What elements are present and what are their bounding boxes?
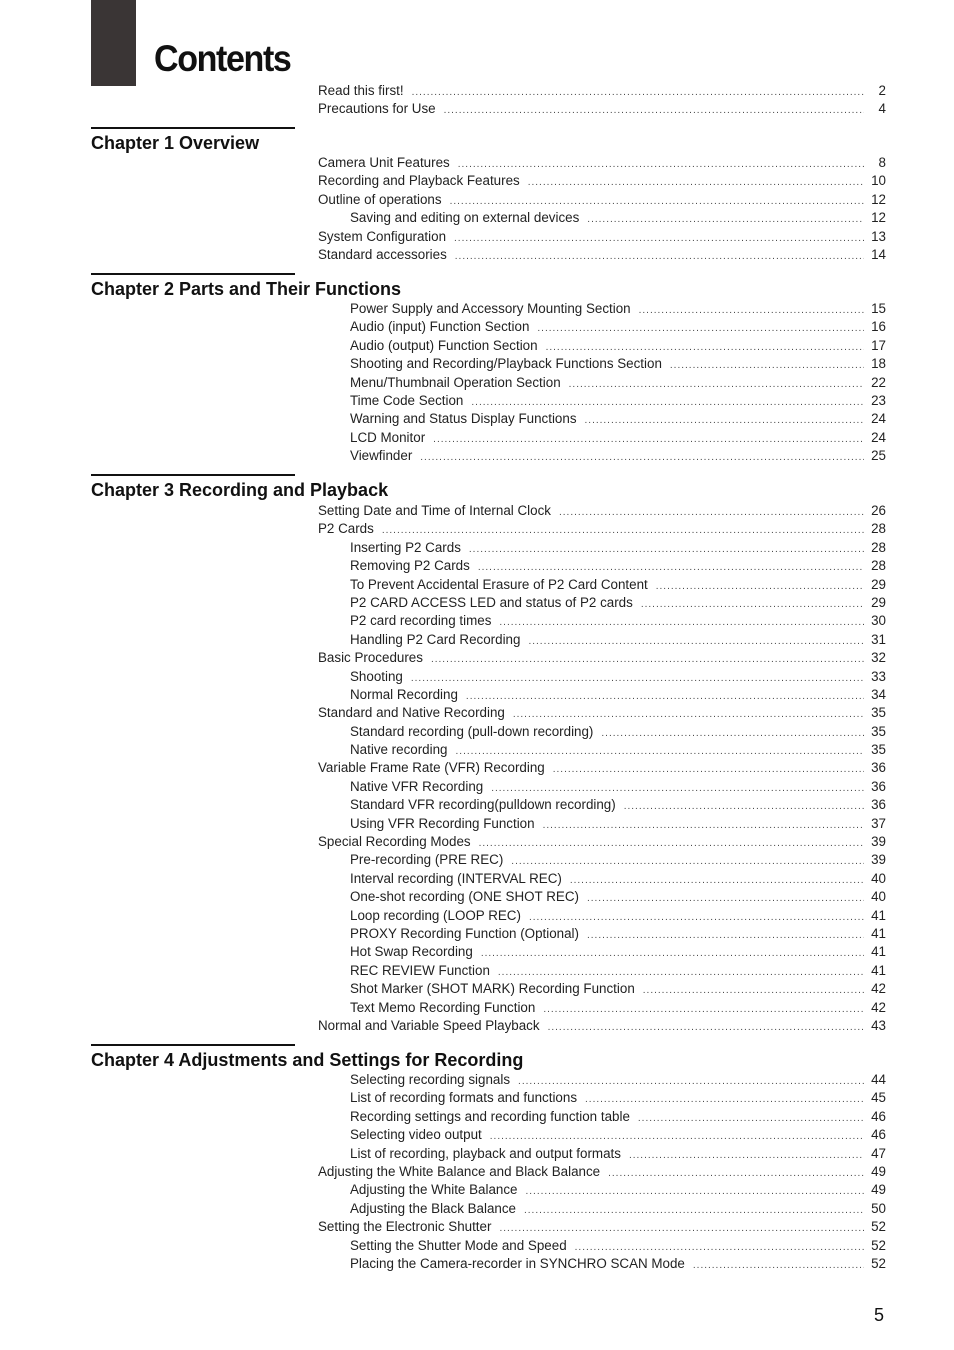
toc-entry-title: Saving and editing on external devices xyxy=(350,210,580,226)
toc-entry-page: 26 xyxy=(871,503,886,518)
toc-entry-page: 35 xyxy=(871,705,886,721)
dot-leader xyxy=(466,691,864,702)
toc-entry[interactable] xyxy=(318,852,886,870)
toc-entry-title: Variable Frame Rate (VFR) Recording xyxy=(318,760,545,776)
toc-entry-title: LCD Monitor xyxy=(350,429,426,445)
chapter-rule xyxy=(91,273,295,275)
toc-entry-page: 40 xyxy=(871,889,886,905)
toc-entry[interactable] xyxy=(318,1201,886,1219)
toc-entry[interactable] xyxy=(318,192,886,210)
toc-entry-title: Camera Unit Features xyxy=(318,155,450,170)
toc-entry-page: 29 xyxy=(871,576,886,592)
toc-entry[interactable] xyxy=(318,540,886,558)
toc-entry[interactable] xyxy=(318,650,886,668)
dot-leader xyxy=(575,1242,864,1253)
toc-entry-page: 2 xyxy=(878,83,886,98)
dot-leader xyxy=(528,636,864,647)
toc-entry-page: 52 xyxy=(871,1219,886,1235)
dot-leader xyxy=(525,1186,864,1197)
dot-leader xyxy=(490,1131,864,1142)
toc-entry-page: 44 xyxy=(871,1072,886,1087)
toc-entry-title: Loop recording (LOOP REC) xyxy=(350,907,521,923)
toc-entry-title: Menu/Thumbnail Operation Section xyxy=(350,374,561,390)
toc-entry-title: Standard accessories xyxy=(318,246,447,262)
dot-leader xyxy=(491,783,864,794)
toc-entry-title: Placing the Camera-recorder in SYNCHRO SCAN Mode xyxy=(350,1255,685,1271)
toc-entry-page: 32 xyxy=(871,650,886,666)
toc-entry-title: Outline of operations xyxy=(318,191,442,207)
toc-entry-page: 16 xyxy=(871,319,886,335)
chapter-4-heading xyxy=(91,1044,523,1071)
dot-leader xyxy=(546,342,864,353)
contents-tab-block xyxy=(91,0,136,86)
toc-entry[interactable] xyxy=(318,411,886,429)
toc-entry[interactable] xyxy=(318,595,886,613)
toc-entry-title: Read this first! xyxy=(318,83,404,98)
chapter-rule xyxy=(91,474,295,476)
toc-entry[interactable] xyxy=(318,908,886,926)
toc-entry[interactable] xyxy=(318,1164,886,1182)
toc-entry[interactable] xyxy=(318,1182,886,1200)
toc-entry[interactable] xyxy=(318,503,886,521)
toc-entry-page: 24 xyxy=(871,411,886,427)
toc-entry-title: Text Memo Recording Function xyxy=(350,999,536,1015)
toc-entry[interactable] xyxy=(318,1018,886,1036)
toc-entry-title: To Prevent Accidental Erasure of P2 Card Content xyxy=(350,576,648,592)
toc-entry[interactable] xyxy=(318,338,886,356)
dot-leader xyxy=(511,856,864,867)
toc-entry[interactable] xyxy=(318,430,886,448)
toc-entry-page: 17 xyxy=(871,337,886,353)
toc-entry-title: Basic Procedures xyxy=(318,650,423,666)
dot-leader xyxy=(553,764,864,775)
toc-entry-title: Native VFR Recording xyxy=(350,778,484,794)
dot-leader xyxy=(585,1094,864,1105)
toc-entry-page: 10 xyxy=(871,173,886,189)
toc-entry[interactable] xyxy=(318,1238,886,1256)
toc-entry-page: 12 xyxy=(871,210,886,226)
toc-entry-page: 50 xyxy=(871,1200,886,1216)
toc-entry-title: Setting Date and Time of Internal Clock xyxy=(318,503,551,518)
toc-entry[interactable] xyxy=(318,724,886,742)
dot-leader xyxy=(559,507,864,518)
chapter-3-entries xyxy=(318,503,886,1036)
toc-entry-page: 22 xyxy=(871,374,886,390)
toc-entry-title: Standard recording (pull-down recording) xyxy=(350,723,594,739)
dot-leader xyxy=(518,1076,864,1087)
toc-entry-page: 45 xyxy=(871,1090,886,1106)
dot-leader xyxy=(638,1113,864,1124)
dot-leader xyxy=(478,562,864,573)
toc-entry-title: Setting the Shutter Mode and Speed xyxy=(350,1237,567,1253)
toc-entry-page: 42 xyxy=(871,999,886,1015)
toc-entry-title: Using VFR Recording Function xyxy=(350,815,535,831)
toc-entry-page: 30 xyxy=(871,613,886,629)
dot-leader xyxy=(431,654,864,665)
toc-entry-page: 47 xyxy=(871,1145,886,1161)
toc-entry-page: 35 xyxy=(871,723,886,739)
dot-leader xyxy=(693,1260,864,1271)
toc-entry[interactable] xyxy=(318,1127,886,1145)
toc-entry-title: Inserting P2 Cards xyxy=(350,539,461,555)
toc-entry-title: Audio (input) Function Section xyxy=(350,319,530,335)
toc-entry-page: 52 xyxy=(871,1255,886,1271)
toc-entry-page: 23 xyxy=(871,392,886,408)
toc-entry[interactable] xyxy=(318,356,886,374)
toc-entry[interactable] xyxy=(318,1146,886,1164)
toc-entry[interactable] xyxy=(318,742,886,760)
toc-entry-page: 39 xyxy=(871,852,886,868)
dot-leader xyxy=(411,673,864,684)
toc-entry[interactable] xyxy=(318,926,886,944)
dot-leader xyxy=(624,801,864,812)
toc-entry[interactable] xyxy=(318,760,886,778)
toc-entry-page: 24 xyxy=(871,429,886,445)
toc-entry[interactable] xyxy=(318,577,886,595)
toc-entry[interactable] xyxy=(318,1090,886,1108)
toc-entry[interactable] xyxy=(318,816,886,834)
dot-leader xyxy=(454,233,864,244)
toc-entry-title: P2 Cards xyxy=(318,521,374,537)
toc-entry-title: Adjusting the White Balance and Black Balance xyxy=(318,1163,601,1179)
toc-entry-page: 41 xyxy=(871,962,886,978)
toc-entry-title: Viewfinder xyxy=(350,448,413,464)
toc-entry-page: 39 xyxy=(871,834,886,850)
toc-entry-title: Time Code Section xyxy=(350,392,464,408)
toc-entry-title: Standard VFR recording(pulldown recording) xyxy=(350,797,616,813)
toc-entry[interactable] xyxy=(318,319,886,337)
dot-leader xyxy=(543,1004,864,1015)
toc-entry-title: Removing P2 Cards xyxy=(350,558,470,574)
toc-entry[interactable] xyxy=(318,613,886,631)
toc-entry[interactable] xyxy=(318,155,886,173)
toc-entry-title: Setting the Electronic Shutter xyxy=(318,1219,492,1235)
toc-entry-page: 36 xyxy=(871,797,886,813)
chapter-title[interactable]: Chapter 1 Overview xyxy=(91,133,260,153)
dot-leader xyxy=(528,177,864,188)
toc-entry-page: 49 xyxy=(871,1163,886,1179)
dot-leader xyxy=(499,1223,864,1234)
chapter-2-entries xyxy=(318,301,886,467)
dot-leader xyxy=(601,728,864,739)
dot-leader xyxy=(543,820,864,831)
toc-entry[interactable] xyxy=(318,871,886,889)
toc-entry-page: 46 xyxy=(871,1108,886,1124)
toc-entry[interactable] xyxy=(318,173,886,191)
toc-entry-title: Adjusting the Black Balance xyxy=(350,1200,516,1216)
toc-entry[interactable] xyxy=(318,687,886,705)
toc-entry-title: Selecting video output xyxy=(350,1127,482,1143)
toc-entry[interactable] xyxy=(318,834,886,852)
toc-entry[interactable] xyxy=(318,963,886,981)
toc-entry-page: 41 xyxy=(871,944,886,960)
dot-leader xyxy=(585,415,864,426)
toc-entry[interactable] xyxy=(318,247,886,265)
toc-entry-title: Interval recording (INTERVAL REC) xyxy=(350,870,562,886)
chapter-1-entries xyxy=(318,155,886,265)
dot-leader xyxy=(456,746,864,757)
toc-entry-title: Recording settings and recording function table xyxy=(350,1108,630,1124)
toc-entry[interactable] xyxy=(318,981,886,999)
dot-leader xyxy=(529,912,864,923)
toc-entry-page: 28 xyxy=(871,521,886,537)
toc-entry[interactable] xyxy=(318,229,886,247)
toc-entry-page: 43 xyxy=(871,1017,886,1033)
toc-entry-page: 31 xyxy=(871,631,886,647)
dot-leader xyxy=(471,397,864,408)
toc-entry-page: 37 xyxy=(871,815,886,831)
toc-entry-title: Normal Recording xyxy=(350,686,458,702)
toc-entry[interactable] xyxy=(318,1219,886,1237)
toc-entry-title: Pre-recording (PRE REC) xyxy=(350,852,504,868)
toc-entry-page: 28 xyxy=(871,539,886,555)
toc-entry[interactable] xyxy=(318,375,886,393)
dot-leader xyxy=(455,251,864,262)
dot-leader xyxy=(587,893,864,904)
dot-leader xyxy=(587,930,864,941)
toc-entry[interactable] xyxy=(318,705,886,723)
toc-entry-page: 15 xyxy=(871,301,886,316)
dot-leader xyxy=(587,214,864,225)
dot-leader xyxy=(643,985,864,996)
toc-entry-title: Precautions for Use xyxy=(318,101,436,117)
dot-leader xyxy=(412,87,864,98)
toc-entry-title: PROXY Recording Function (Optional) xyxy=(350,925,579,941)
toc-entry[interactable] xyxy=(318,944,886,962)
toc-entry-page: 42 xyxy=(871,981,886,997)
toc-entry-title: Shot Marker (SHOT MARK) Recording Function xyxy=(350,981,635,997)
dot-leader xyxy=(513,709,864,720)
dot-leader xyxy=(629,1150,864,1161)
toc-entry-title: Shooting xyxy=(350,668,403,684)
toc-entry-page: 35 xyxy=(871,742,886,758)
toc-entry-page: 28 xyxy=(871,558,886,574)
toc-entry-page: 46 xyxy=(871,1127,886,1143)
toc-entry-title: Selecting recording signals xyxy=(350,1072,511,1087)
toc-entry-title: Warning and Status Display Functions xyxy=(350,411,577,427)
toc-entry-page: 49 xyxy=(871,1182,886,1198)
dot-leader xyxy=(548,1022,864,1033)
toc-entry-title: Audio (output) Function Section xyxy=(350,337,538,353)
toc-entry-title: P2 CARD ACCESS LED and status of P2 cards xyxy=(350,594,633,610)
dot-leader xyxy=(524,1205,864,1216)
chapter-1-heading xyxy=(91,127,295,154)
chapter-title[interactable]: Chapter 3 Recording and Playback xyxy=(91,480,389,500)
dot-leader xyxy=(450,196,864,207)
intro-entries xyxy=(318,83,886,120)
toc-entry-title: Standard and Native Recording xyxy=(318,705,505,721)
toc-entry-title: Hot Swap Recording xyxy=(350,944,473,960)
toc-entry-title: List of recording, playback and output formats xyxy=(350,1145,621,1161)
dot-leader xyxy=(498,967,864,978)
dot-leader xyxy=(481,948,864,959)
dot-leader xyxy=(469,544,864,555)
dot-leader xyxy=(479,838,864,849)
toc-entry-title: P2 card recording times xyxy=(350,613,492,629)
toc-entry[interactable] xyxy=(318,1000,886,1018)
toc-entry-page: 13 xyxy=(871,228,886,244)
page-number: 5 xyxy=(874,1305,885,1325)
toc-entry-page: 36 xyxy=(871,760,886,776)
page-title: Contents xyxy=(154,38,291,79)
dot-leader xyxy=(569,379,864,390)
chapter-title[interactable]: Chapter 2 Parts and Their Functions xyxy=(91,279,402,299)
toc-entry-page: 36 xyxy=(871,778,886,794)
toc-entry-title: Handling P2 Card Recording xyxy=(350,631,521,647)
dot-leader xyxy=(537,323,864,334)
dot-leader xyxy=(382,525,864,536)
toc-entry-page: 29 xyxy=(871,594,886,610)
toc-entry[interactable] xyxy=(318,558,886,576)
toc-entry[interactable] xyxy=(318,889,886,907)
toc-entry-title: Normal and Variable Speed Playback xyxy=(318,1017,540,1033)
dot-leader xyxy=(656,581,864,592)
dot-leader xyxy=(570,875,864,886)
toc-entry-page: 33 xyxy=(871,668,886,684)
dot-leader xyxy=(458,159,864,170)
dot-leader xyxy=(639,305,864,316)
toc-entry-page: 41 xyxy=(871,925,886,941)
toc-entry-page: 12 xyxy=(871,191,886,207)
toc-entry-title: Adjusting the White Balance xyxy=(350,1182,518,1198)
chapter-4-entries xyxy=(318,1072,886,1274)
dot-leader xyxy=(420,452,864,463)
toc-entry-title: REC REVIEW Function xyxy=(350,962,490,978)
dot-leader xyxy=(433,434,864,445)
dot-leader xyxy=(444,105,864,116)
toc-entry[interactable] xyxy=(318,797,886,815)
toc-entry[interactable] xyxy=(318,301,886,319)
toc-entry-title: Special Recording Modes xyxy=(318,834,471,850)
toc-entry[interactable] xyxy=(318,1109,886,1127)
toc-entry-title: Power Supply and Accessory Mounting Section xyxy=(350,301,631,316)
toc-entry[interactable] xyxy=(318,393,886,411)
toc-entry[interactable] xyxy=(318,448,886,466)
chapter-2-heading xyxy=(91,273,401,300)
toc-entry[interactable] xyxy=(318,632,886,650)
toc-entry-page: 4 xyxy=(878,101,886,117)
toc-entry-title: List of recording formats and functions xyxy=(350,1090,578,1106)
toc-entry[interactable] xyxy=(318,83,886,101)
toc-entry-page: 18 xyxy=(871,356,886,372)
toc-entry-title: Recording and Playback Features xyxy=(318,173,520,189)
chapter-title[interactable]: Chapter 4 Adjustments and Settings for Recording xyxy=(91,1050,524,1070)
chapter-rule xyxy=(91,127,295,129)
toc-entry[interactable] xyxy=(318,1072,886,1090)
dot-leader xyxy=(499,617,864,628)
dot-leader xyxy=(670,360,864,371)
chapter-3-heading xyxy=(91,474,388,501)
toc-entry[interactable] xyxy=(318,669,886,687)
toc-entry[interactable] xyxy=(318,521,886,539)
toc-entry-page: 8 xyxy=(878,155,886,170)
toc-entry-page: 25 xyxy=(871,448,886,464)
dot-leader xyxy=(641,599,864,610)
toc-entry-title: One-shot recording (ONE SHOT REC) xyxy=(350,889,579,905)
toc-entry-page: 41 xyxy=(871,907,886,923)
toc-entry[interactable] xyxy=(318,1256,886,1274)
toc-entry-title: Native recording xyxy=(350,742,448,758)
toc-entry[interactable] xyxy=(318,779,886,797)
toc-entry-title: Shooting and Recording/Playback Functions Section xyxy=(350,356,662,372)
toc-entry-page: 34 xyxy=(871,686,886,702)
toc-entry[interactable] xyxy=(318,210,886,228)
toc-entry-page: 14 xyxy=(871,246,886,262)
toc-entry[interactable] xyxy=(318,101,886,119)
dot-leader xyxy=(608,1168,864,1179)
toc-entry-page: 40 xyxy=(871,870,886,886)
toc-entry-page: 52 xyxy=(871,1237,886,1253)
toc-entry-title: System Configuration xyxy=(318,228,447,244)
chapter-rule xyxy=(91,1044,295,1046)
